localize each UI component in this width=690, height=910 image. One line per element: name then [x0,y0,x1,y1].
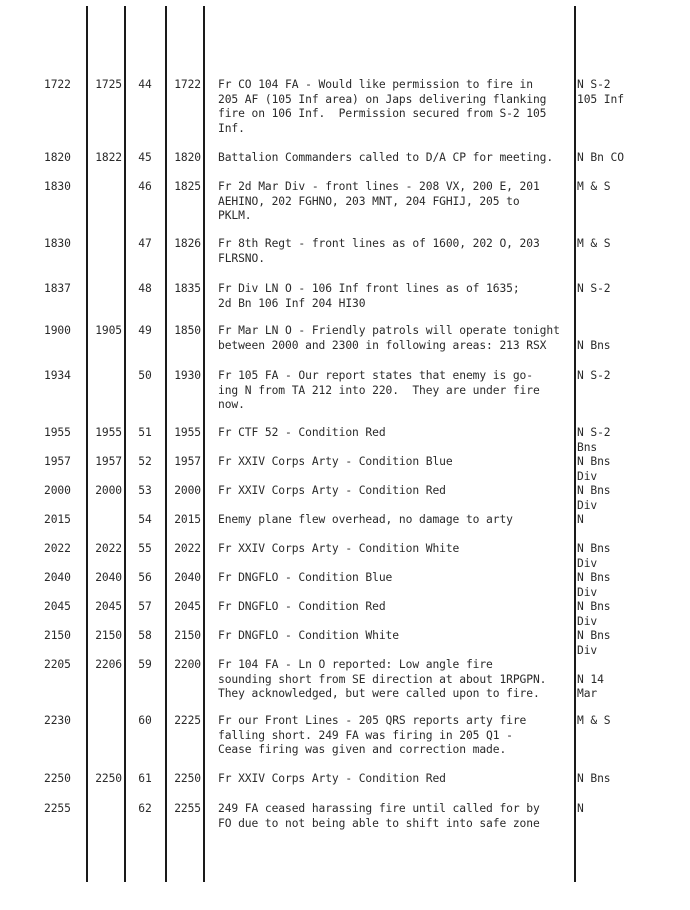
message-time: 2045 [174,600,201,613]
message-time: 1826 [174,237,201,250]
message-time: 2040 [174,571,201,584]
time-out: 1725 [95,78,122,91]
time-in: 2205 [44,658,71,671]
message-time: 2255 [174,802,201,815]
time-in: 2000 [44,484,71,497]
entry-number: 49 [138,324,152,337]
action-taken: N [577,513,584,526]
time-out: 1905 [95,324,122,337]
message-time: 1820 [174,151,201,164]
message-time: 1957 [174,455,201,468]
action-taken: N Bns Div [577,571,611,599]
time-out: 2040 [95,571,122,584]
message-time: 1722 [174,78,201,91]
entry-number: 59 [138,658,152,671]
message-text: Fr Div LN O - 106 Inf front lines as of 1635; 2d Bn 106 Inf 204 HI30 [218,282,520,310]
message-text: Fr 105 FA - Our report states that enemy is go- ing N from TA 212 into 220. They are under fire now. [218,369,540,412]
message-time: 2150 [174,629,201,642]
entry-number: 44 [138,78,152,91]
column-rule [86,6,88,882]
entry-number: 55 [138,542,152,555]
message-text: Fr XXIV Corps Arty - Condition White [218,542,460,555]
time-out: 2150 [95,629,122,642]
entry-number: 46 [138,180,152,193]
message-time: 2225 [174,714,201,727]
entry-number: 52 [138,455,152,468]
time-out: 1957 [95,455,122,468]
action-taken: N Bn CO [577,151,624,164]
message-text: Fr Mar LN O - Friendly patrols will operate tonight between 2000 and 2300 in following areas: 213 RSX [218,324,560,352]
message-text: 249 FA ceased harassing fire until called for by FO due to not being able to shift into safe zone [218,802,540,830]
message-text: Fr DNGFLO - Condition Blue [218,571,393,584]
action-taken: N [577,802,584,815]
message-text: Fr DNGFLO - Condition Red [218,600,386,613]
column-rule [203,6,205,882]
message-text: Fr XXIV Corps Arty - Condition Red [218,484,446,497]
message-time: 2022 [174,542,201,555]
time-out: 2000 [95,484,122,497]
time-in: 1934 [44,369,71,382]
time-out: 2206 [95,658,122,671]
time-in: 2255 [44,802,71,815]
time-in: 2040 [44,571,71,584]
entry-number: 56 [138,571,152,584]
action-taken: N 14 Mar [577,672,604,701]
entry-number: 47 [138,237,152,250]
action-taken: N Bns Div [577,600,611,628]
action-taken: N Bns Div [577,455,611,483]
entry-number: 53 [138,484,152,497]
entry-number: 62 [138,802,152,815]
entry-number: 61 [138,772,152,785]
message-time: 2000 [174,484,201,497]
message-text: Battalion Commanders called to D/A CP for meeting. [218,151,554,164]
time-out: 1955 [95,426,122,439]
action-taken: N Bns Div [577,542,611,570]
entry-number: 51 [138,426,152,439]
time-in: 1830 [44,237,71,250]
column-rule [124,6,126,882]
action-taken: N S-2 [577,282,611,295]
message-text: Fr our Front Lines - 205 QRS reports arty fire falling short. 249 FA was firing in 205 Q1 - Cease firing was given and correction made. [218,714,527,757]
time-in: 2250 [44,772,71,785]
message-time: 2200 [174,658,201,671]
action-taken: N Bns Div [577,484,611,512]
action-taken: N Bns Div [577,629,611,657]
action-taken: M & S [577,237,611,250]
message-text: Fr XXIV Corps Arty - Condition Red [218,772,446,785]
message-text: Fr XXIV Corps Arty - Condition Blue [218,455,453,468]
time-out: 1822 [95,151,122,164]
time-out: 2250 [95,772,122,785]
entry-number: 60 [138,714,152,727]
message-text: Fr CTF 52 - Condition Red [218,426,386,439]
time-in: 2045 [44,600,71,613]
time-in: 2022 [44,542,71,555]
time-in: 1957 [44,455,71,468]
message-text: Fr 104 FA - Ln O reported: Low angle fire sounding short from SE direction at about 1RPGPN. They acknowledged, but were called upon to fire. [218,658,547,701]
message-text: Fr DNGFLO - Condition White [218,629,399,642]
message-time: 1835 [174,282,201,295]
action-taken: N S-2 105 Inf [577,78,624,106]
message-text: Enemy plane flew overhead, no damage to arty [218,513,513,526]
action-taken: N Bns [577,338,611,352]
time-out: 2022 [95,542,122,555]
message-time: 1825 [174,180,201,193]
message-text: Fr 2d Mar Div - front lines - 208 VX, 200 E, 201 AEHINO, 202 FGHNO, 203 MNT, 204 FGHIJ, 205 to PKLM. [218,180,540,223]
message-text: Fr CO 104 FA - Would like permission to fire in 205 AF (105 Inf area) on Japs delivering flanking fire on 106 Inf. Permission secured from S-2 105 Inf. [218,78,547,135]
action-taken: N S-2 Bns [577,426,611,454]
time-out: 2045 [95,600,122,613]
entry-number: 50 [138,369,152,382]
message-time: 1850 [174,324,201,337]
time-in: 2150 [44,629,71,642]
time-in: 1722 [44,78,71,91]
action-taken: M & S [577,180,611,193]
message-time: 2250 [174,772,201,785]
time-in: 2230 [44,714,71,727]
action-taken: N S-2 [577,369,611,382]
message-time: 1955 [174,426,201,439]
entry-number: 57 [138,600,152,613]
column-rule [165,6,167,882]
action-taken: N Bns [577,772,611,785]
action-taken: M & S [577,714,611,727]
column-rule [574,6,576,882]
time-in: 1837 [44,282,71,295]
time-in: 1900 [44,324,71,337]
entry-number: 54 [138,513,152,526]
entry-number: 58 [138,629,152,642]
message-text: Fr 8th Regt - front lines as of 1600, 202 O, 203 FLRSNO. [218,237,540,265]
time-in: 1820 [44,151,71,164]
entry-number: 48 [138,282,152,295]
entry-number: 45 [138,151,152,164]
message-time: 2015 [174,513,201,526]
message-time: 1930 [174,369,201,382]
time-in: 1830 [44,180,71,193]
time-in: 2015 [44,513,71,526]
time-in: 1955 [44,426,71,439]
